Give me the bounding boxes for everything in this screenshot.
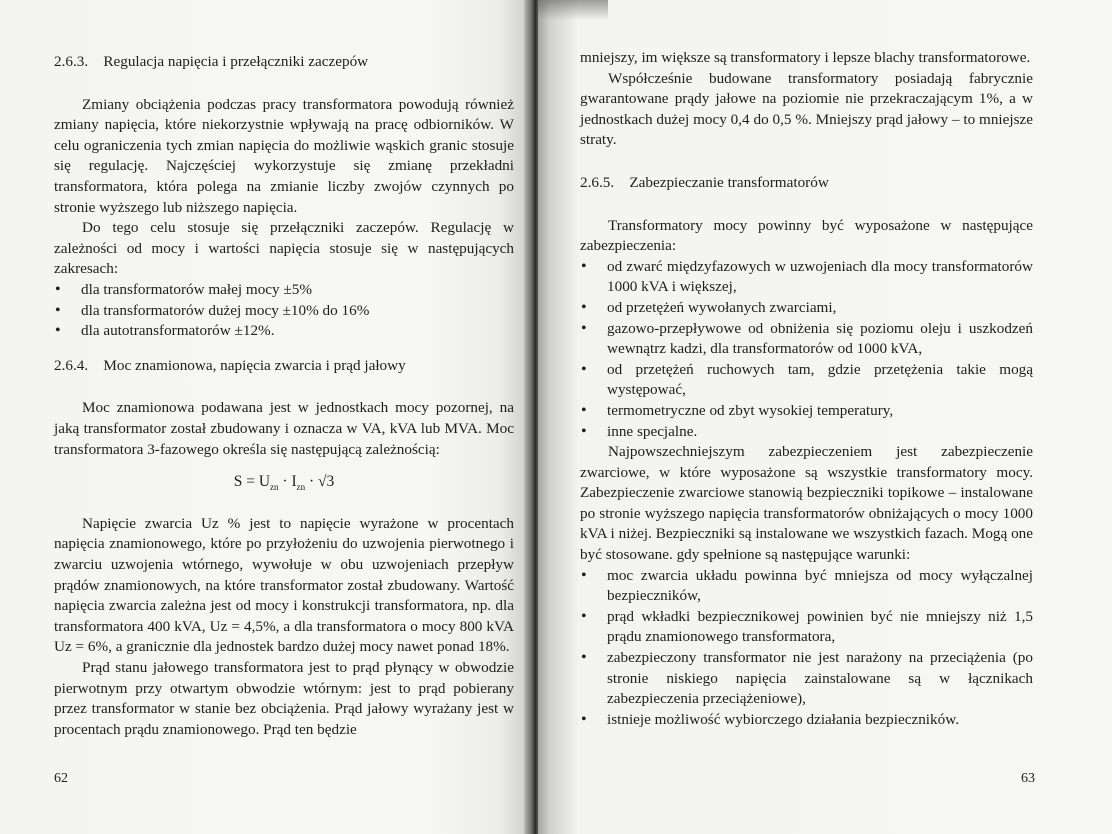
formula-root3: · √3 <box>305 473 335 491</box>
formula-u-subscript: zn <box>270 482 279 493</box>
power-formula <box>54 472 514 498</box>
list-item: • istnieje możliwość wybiorczego działania bezpieczników. <box>580 710 1033 731</box>
section-2-6-3-paragraph-1: Zmiany obciążenia podczas pracy transformatora powodują również zmiany napięcia, które niekorzystnie wpływają na pracę odbiorników. W celu ograniczenia tych zmian napięcia do możliwie wąskich granic stosuje się regulację. Najczęściej wykorzystuje się zmianę przekładni transformatora, która polega na zmianie liczby zwojów czynnych po stronie wyższego lub niższego napięcia. <box>54 95 514 216</box>
left-page-text-column <box>54 52 514 740</box>
formula-lhs: S = U <box>233 473 271 491</box>
list-item: • od zwarć międzyfazowych w uzwojeniach dla mocy transformatorów 1000 kVA i większej, <box>580 257 1033 298</box>
protection-types-list <box>580 257 1033 442</box>
section-2-6-4-paragraph-3: Prąd stanu jałowego transformatora jest to prąd płynący w obwodzie pierwotnym przy otwartym obwodzie wtórnym: jest to prąd pobierany przez transformator w stanie bez obciążenia. Prąd jałowy wyrażany jest w procentach prądu znamionowego. Prąd ten będzie <box>54 658 514 738</box>
modern-transformers-paragraph: Współcześnie budowane transformatory posiadają fabrycznie gwarantowane prądy jałowe na poziomie nie przekraczającym 1%, a w jednostkach dużej mocy 0,4 do 0,5 %. Mniejszy prąd jałowy – to mniejsze straty. <box>580 69 1033 149</box>
list-item: • od przetężeń ruchowych tam, gdzie przetężenia takie mogą występować, <box>580 360 1033 401</box>
section-2-6-4-paragraph-2: Napięcie zwarcia Uz % jest to napięcie wyrażone w procentach napięcia znamionowego, które po przyłożeniu do uzwojenia pierwotnego i zwarciu uzwojenia wtórnego, wywołuje w obu uzwojeniach przepływ prądów znamionowych, na które transformator został zbudowany. Wartość napięcia zwarcia zależna jest od mocy i konstrukcji transformatora, np. dla transformatora 400 kVA, Uz = 4,5%, a dla transformatora o mocy 800 kVA Uz = 6%, a granicznie dla jednostek bardzo dużej mocy nawet ponad 18%. <box>54 514 514 656</box>
list-item: • gazowo-przepływowe od obniżenia się poziomu oleju i uszkodzeń wewnątrz kadzi, dla transformatorów od 1000 kVA, <box>580 319 1033 360</box>
section-2-6-5-heading: 2.6.5. Zabezpieczanie transformatorów <box>580 173 829 191</box>
right-page-text-column <box>580 48 1033 730</box>
list-item: • moc zwarcia układu powinna być mniejsza od mocy wyłączalnej bezpieczników, <box>580 566 1033 607</box>
regulation-ranges-list <box>54 280 514 342</box>
section-2-6-4-heading: 2.6.4. Moc znamionowa, napięcia zwarcia i prąd jałowy <box>54 356 406 374</box>
list-item: • od przetężeń wywołanych zwarciami, <box>580 298 1033 319</box>
page-number-left: 62 <box>54 771 68 786</box>
left-page <box>0 0 532 834</box>
list-item: • dla autotransformatorów ±12%. <box>54 321 514 342</box>
section-2-6-3-heading: 2.6.3. Regulacja napięcia i przełączniki zaczepów <box>54 53 369 70</box>
page-number-right: 63 <box>1021 771 1035 786</box>
formula-i-subscript: zn <box>296 482 306 493</box>
book-gutter <box>524 0 538 834</box>
list-item: • dla transformatorów małej mocy ±5% <box>54 280 514 301</box>
list-item: • termometryczne od zbyt wysokiej temperatury, <box>580 401 1033 422</box>
section-2-6-5-paragraph-2: Najpowszechniejszym zabezpieczeniem jest zabezpieczenie zwarciowe, w które wyposażone są wszystkie transformatory mocy. Zabezpieczenie zwarciowe stanowią bezpieczniki topikowe – instalowane po stronie wyższego napięcia transformatorów obniżających o mocy 1000 kVA i niżej. Bezpieczniki są instalowane we wszystkich fazach. Mogą one być stosowane. gdy spełnione są następujące warunki: <box>580 443 1033 564</box>
page-corner-shadow <box>538 0 608 20</box>
list-item: • prąd wkładki bezpiecznikowej powinien być nie mniejszy niż 1,5 prądu znamionowego transformatora, <box>580 607 1033 648</box>
continuation-paragraph: mniejszy, im większe są transformatory i lepsze blachy transformatorowe. <box>580 49 1031 66</box>
section-2-6-4-paragraph-1: Moc znamionowa podawana jest w jednostkach mocy pozornej, na jaką transformator został zbudowany i oznacza w VA, kVA lub MVA. Moc transformatora 3-fazowego określa się następującą zależnością: <box>54 399 514 458</box>
fuse-conditions-list <box>580 566 1033 731</box>
list-item: • inne specjalne. <box>580 422 1033 443</box>
list-item: • dla transformatorów dużej mocy ±10% do 16% <box>54 301 514 322</box>
section-2-6-5-paragraph-1: Transformatory mocy powinny być wyposażone w następujące zabezpieczenia: <box>580 216 1033 255</box>
formula-current: · I <box>278 473 297 491</box>
section-2-6-3-paragraph-2: Do tego celu stosuje się przełączniki zaczepów. Regulację w zależności od mocy i wartości napięcia stosuje się w następujących zakresach: <box>54 219 514 278</box>
list-item: • zabezpieczony transformator nie jest narażony na przeciążenia (po stronie niskiego napięcia zainstalowane są w łącznikach zabezpieczenia przeciążeniowe), <box>580 648 1033 710</box>
